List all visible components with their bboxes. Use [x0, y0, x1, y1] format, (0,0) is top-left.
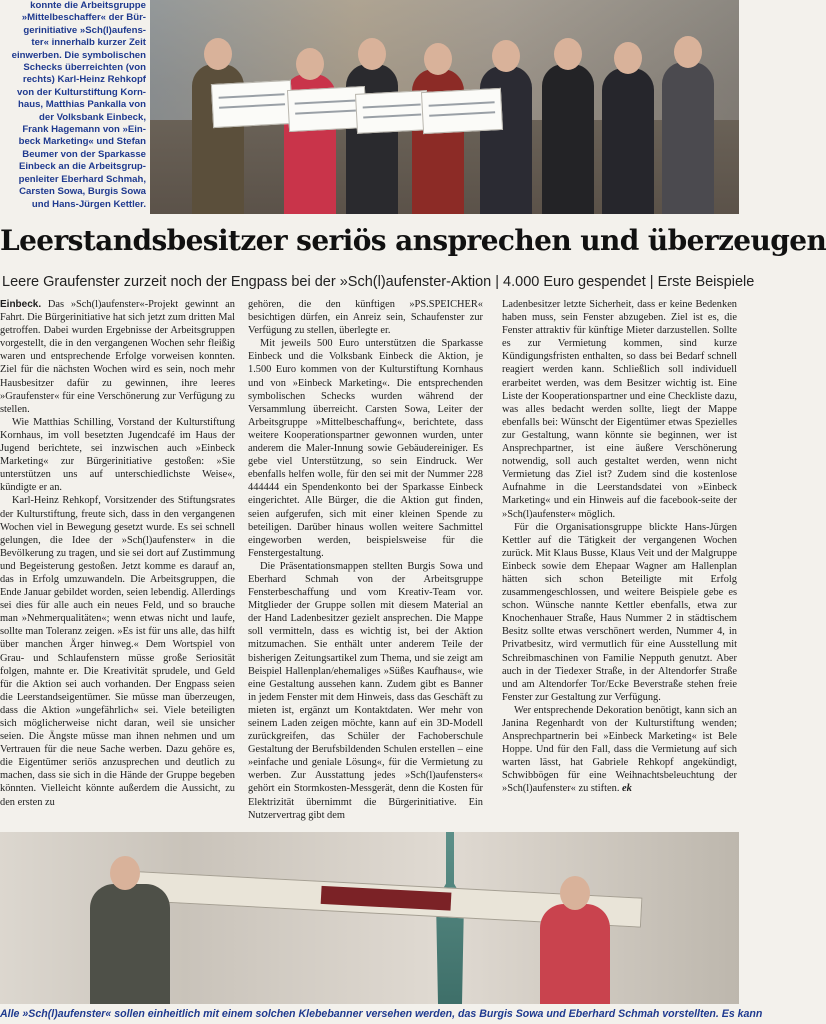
caption-line: Frank Hagemann von »Ein- [22, 124, 146, 136]
caption-line: haus, Matthias Pankalla von [18, 99, 146, 111]
photo-person [542, 64, 594, 214]
paragraph: Ladenbesitzer letzte Sicherheit, dass er keine Bedenken haben muss, sein Fenster abzugeben. Ziel ist es, die Fenster attraktiv für künftige Mieter darzustellen. Sollte es zur Vermietung kommen, sind kurze Kündigungsfristen enthalten, so dass bei Bedarf schnell reagiert werden kann. Schließlich soll individuell erarbeitet werden, was dem Besitzer wichtig ist. Eine Liste der Kooperationspartner und eine Checkliste dazu, was alles bedacht werden sollte, liegt der Mappe ebenfalls bei: Wünscht der Eigentümer etwas Spezielles zur Gestaltung, wann könnte sie beginnen, wer ist Ansprechpartner, ist eine äußere Verschönerung notwendig, soll auch gestaltet werden, wenn nicht Vermietung das Ziel ist? Zudem sind die kostenlose Aufnahme in die Leerstandsdatei von »Einbeck Marketing« und ein Hinweis auf die facebook-seite der »Sch(l)aufenster« möglich. [502, 299, 737, 520]
paragraph: Wie Matthias Schilling, Vorstand der Kulturstiftung Kornhaus, im voll besetzten Jugendcafé im Haus der Jugend berichtete, sei inzwischen auch »Einbeck Marketing« zur Bürgerinitiative gestoßen: »Sie unterstützen uns auf unterschiedlichste Weise«, kündigte er an. [0, 416, 235, 494]
photo-person [602, 68, 654, 214]
caption-line: »Mittelbeschaffer« der Bür- [21, 12, 146, 24]
paragraph: Für die Organisationsgruppe blickte Hans-Jürgen Kettler auf die Tätigkeit der vergangenen Wochen zurück. Mit Klaus Busse, Klaus Veit und der Malgruppe Einbeck sowie dem Ehepaar Wagner am Hallenplan hätten sich schon Beteiligte mit Erfolg zusammengeschlossen, und weitere Beispiele gebe es schon. Wünsche nannte Kettler ebenfalls, etwa zur Knochenhauer Straße, Haus Nummer 2 in städtischem Besitz sollte etwas verschönert werden, Nummer 4, in Privatbesitz, wird vermutlich für eine Ausstellung mit Schreibmaschinen von Familie Nepputh genutzt. Aber auch in der Tiedexer Straße, in der Altendorfer Straße und am Altendorfer Tor/Ecke Beverstraße stehen freie Fenster zur Gestaltung zur Verfügung. [502, 521, 737, 703]
photo-person [662, 62, 714, 214]
caption-line: gerinitiative »Sch(l)aufens- [23, 24, 146, 36]
paragraph: Karl-Heinz Rehkopf, Vorsitzender des Stiftungsrates der Kulturstiftung, freute sich, dass in den vergangenen Wochen viel in Bewegung gesetzt wurde. Es sei schnell gelungen, die Idee der »Sch(l)aufenster« in die Bevölkerung zu tragen, und sie sei dort auf Zustimmung und Begeisterung gestoßen. Jetzt komme es darauf an, das in Erfolg umzuwandeln. Die Arbeitsgruppen, die Ende Januar gebildet worden, seien lebendig. Allerdings sei dies für alle auch ein neues Feld, und so brauche man »Nehmerqualitäten«; wenn etwas nicht und laufe, sollte man Toleranz zeigen. »Es ist für uns alle, das hilft über manchen Ärger hinweg.« Dem Wortspiel von Grau- und Schlaufenstern müsse großе Seriosität folgen, mahnte er. Die Kreativität sprudele, und Geld für die Aktion sei auch vorhanden. Der Engpass seien die Leerstandseigentümer. Sie müsse man überzeugen, dass die Aktion »ungefährlich« sei. Viele beteiligten sich möglicherweise nicht daran, weil sie unsicher seien. Die Ängste müsse man ihnen nehmen und um Vertrauen für die neue Sache werben. Dazu gehöre es, die Eigentümer seriös anzusprechen und deutlich zu machen, dass sie sich in die Hände der Gruppe begeben könnten. Vielleicht könnte außerdem die Aussicht, zu den ersten zu [0, 495, 235, 808]
paragraph: Mit jeweils 500 Euro unterstützen die Sparkasse Einbeck und die Volksbank Einbeck die Aktion, je 1.500 Euro kommen von der Kulturstiftung Kornhaus und von »Einbeck Marketing«. Die entsprechenden symbolischen Schecks wurden während der Versammlung überreicht. Carsten Sowa, Leiter der Arbeitsgruppe »Mittelbeschaffung«, berichtete, dass weitere Kooperationspartner gewonnen wurden, unter anderem die Maler-Innung sowie Gebäudereiniger. Es gebe viel Unterstützung, so sein Eindruck. Wer ebenfalls helfen wolle, für den sei mit der Nummer 228 444444 ein Spendenkonto bei der Sparkasse Einbeck eingerichtet. Alle Bürger, die die Aktion gut finden, seien aufgerufen, sich mit einer kleinen Spende zu beteiligen. Darüber hinaus wollen weitere Sachmittel eingeworben werden, beispielsweise für die Fenstergestaltung. [248, 338, 483, 559]
caption-line: beck Marketing« und Stefan [18, 136, 146, 148]
article-column-2 [248, 298, 483, 826]
paragraph [0, 298, 235, 416]
author-signoff: ek [622, 783, 632, 795]
article-column-3 [502, 298, 737, 826]
paragraph: gehören, die den künftigen »PS.SPEICHER« besichtigen dürfen, ein Anreiz sein, Schaufenster zur Verfügung zu stellen, überlegte er. [248, 299, 483, 337]
cheque-board [355, 90, 429, 134]
article-subheadline: Leere Graufenster zurzeit noch der Engpass bei der »Sch(l)aufenster-Aktion | 4.000 Euro gespendet | Erste Beispiele [2, 274, 755, 290]
caption-line: Schecks überreichten (von [23, 62, 146, 74]
bottom-photo-banner-presentation [0, 832, 739, 1004]
caption-line: penleiter Eberhard Schmah, [18, 173, 146, 185]
paragraph-text: Das »Sch(l)aufenster«-Projekt gewinnt an Fahrt. Die Bürgerinitiative hat sich jetzt zum dritten Mal getroffen. Dabei wurden Ergebnisse der Arbeitsgruppen vorgestellt, die in den vergangenen Wochen sehr fleißig waren und entsprechende Erfolge vorweisen konnten. Ziel für die nächsten Wochen wird es sein, noch mehr Hausbesitzer dafür zu gewinnen, ihre leeres »Graufenster« für eine Verschönerung zur Verfügung zu stellen. [0, 299, 235, 415]
caption-line: Einbeck an die Arbeitsgrup- [18, 161, 146, 173]
caption-line: konnte die Arbeitsgruppe [30, 0, 146, 11]
cheque-board [211, 80, 293, 128]
paragraph [502, 704, 737, 796]
caption-line: Carsten Sowa, Burgis Sowa [19, 186, 146, 198]
caption-line: Beumer von der Sparkasse [22, 148, 146, 160]
article-column-1 [0, 298, 235, 826]
photo-person [90, 884, 170, 1004]
caption-line: und Hans-Jürgen Kettler. [31, 198, 146, 210]
paragraph: Die Präsentationsmappen stellten Burgis Sowa und Eberhard Schmah von der Arbeitsgruppe Fensterbeschaffung und vom Kreativ-Team vor. Mitglieder der Gruppe sollen mit diesem Material an der Hand Ladenbesitzer gezielt ansprechen. Die Mappe soll vermitteln, dass es wichtig ist, bei der Aktion mitzumachen. Sie enthält unter anderem Teile der bisherigen Zeitungsartikel zum Thema, und sie zeigt am Beispiel Hallenplan/ehemaliges »Süßes Kaufhaus«, wie eine Gestaltung aussehen kann. Zudem gibt es Banner in jedem Fenster mit dem Hinweis, dass das Geschäft zu mieten ist, ergänzt um Kontaktdaten. Wer mehr von seinem Laden zeigen möchte, kann auf ein 3D-Modell zurückgreifen, das Schüler der Fachoberschule Gestaltung der Berufsbildenden Schulen erstellen – eine »einfache und geniale Lösung«, für die Vermietung zu werben. Zur Ausstattung jedes »Sch(l)aufensters« gehört ein Stormkosten-Messgerät, denn die Kosten für Elektrizität übernimmt die Bürgerinitiative. Ein Nutzervertrag gibt dem [248, 560, 483, 821]
caption-line: ter« innerhalb kurzer Zeit [31, 37, 146, 49]
paragraph-text: Wer entsprechende Dekoration benötigt, kann sich an Janina Regenhardt von der Kulturstiftung wenden; Ansprechpartnerin bei »Einbeck Marketing« ist Bele Hoppe. Und für den Fall, dass die Vermietung auf sich warten lässt, hat Gabriele Rehkopf angekündigt, Schwibbögen für eine Weihnachtsbeleuchtung der »Sch(l)aufenster« zu stiften. [502, 704, 737, 795]
cheque-board [421, 88, 503, 134]
caption-line: rechts) Karl-Heinz Rehkopf [22, 74, 146, 86]
article-headline: Leerstandsbesitzer seriös ansprechen und überzeugen [0, 224, 826, 257]
caption-line: der Volksbank Einbeck, [39, 111, 146, 123]
caption-line: von der Kulturstiftung Korn- [17, 86, 146, 98]
bottom-photo-caption: Alle »Sch(l)aufenster« sollen einheitlich mit einem solchen Klebebanner versehen werden, das Burgis Sowa und Eberhard Schmah vorstellten. Es kann [0, 1008, 763, 1020]
top-photo-cheque-handover [150, 0, 739, 214]
top-photo-caption [0, 0, 146, 214]
dateline: Einbeck. [0, 299, 42, 310]
caption-line: einwerben. Die symbolischen [11, 49, 146, 61]
photo-person [540, 904, 610, 1004]
